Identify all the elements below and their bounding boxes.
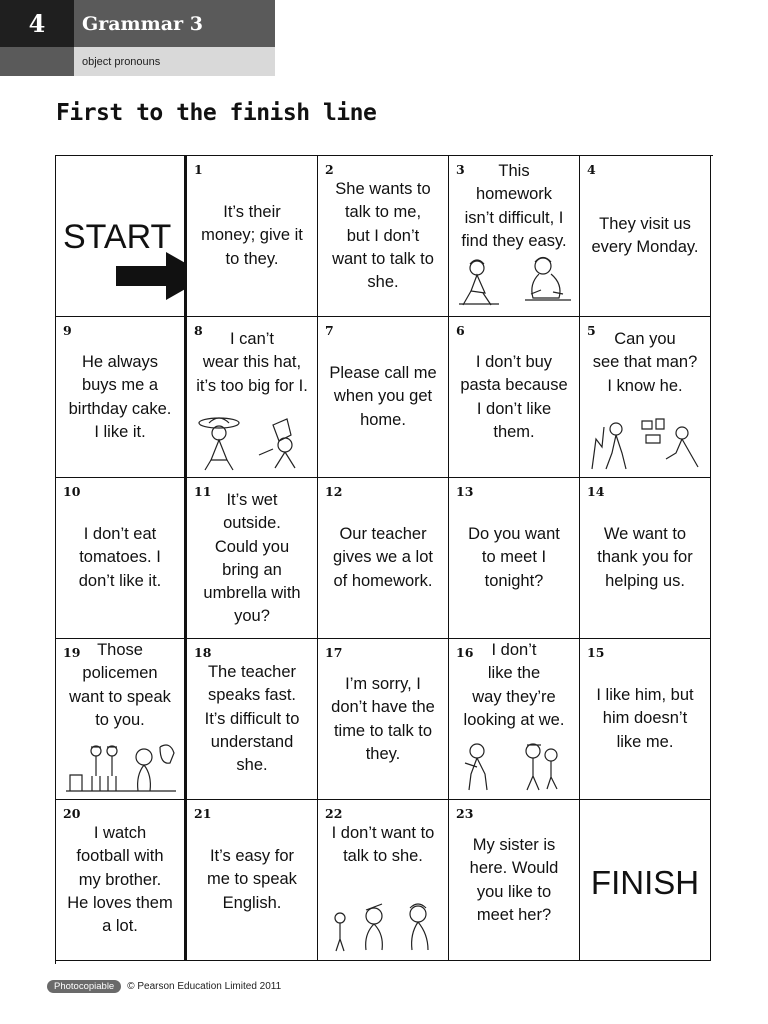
square-text: The teacher speaks fast. It’s difficult to understand she. bbox=[204, 663, 300, 775]
square-text: She wants to talk to me, but I don’t want to talk to she. bbox=[332, 180, 434, 292]
square-number: 6 bbox=[456, 323, 465, 338]
square-number: 23 bbox=[456, 806, 474, 821]
square-text: Please call me when you get home. bbox=[329, 364, 437, 429]
square-number: 15 bbox=[587, 645, 605, 660]
square-number: 8 bbox=[194, 323, 203, 338]
arrow-right-icon bbox=[116, 252, 187, 300]
game-board bbox=[55, 155, 713, 964]
square-number: 4 bbox=[587, 162, 596, 177]
square-text: My sister is here. Would you like to meet her? bbox=[469, 836, 559, 924]
square-text: I can’t wear this hat, it’s too big for I. bbox=[196, 330, 308, 395]
square-13 bbox=[449, 478, 580, 639]
square-17 bbox=[318, 639, 449, 800]
square-text: This homework isn’t difficult, I find they easy. bbox=[461, 162, 567, 250]
square-text: Do you want to meet I tonight? bbox=[468, 525, 560, 590]
square-14 bbox=[580, 478, 711, 639]
square-text: I like him, but him doesn’t like me. bbox=[596, 686, 694, 751]
square-5 bbox=[580, 317, 711, 478]
square-text: I don’t like the way they’re looking at we. bbox=[463, 641, 565, 729]
square-number: 11 bbox=[194, 484, 212, 499]
square-text: We want to thank you for helping us. bbox=[597, 525, 693, 590]
section-subtitle: object pronouns bbox=[74, 47, 275, 76]
square-10 bbox=[56, 478, 187, 639]
square-6 bbox=[449, 317, 580, 478]
square-text: He always buys me a birthday cake. I like it. bbox=[68, 353, 172, 441]
square-number: 10 bbox=[63, 484, 81, 499]
start-label: START bbox=[63, 218, 172, 256]
people-illustration-icon bbox=[324, 898, 444, 954]
hat-illustration-icon bbox=[193, 415, 313, 471]
people-illustration-icon bbox=[455, 737, 575, 793]
square-text: Those policemen want to speak to you. bbox=[69, 641, 171, 729]
square-text: I watch football with my brother. He loves them a lot. bbox=[67, 824, 173, 936]
square-text: I don’t eat tomatoes. I don’t like it. bbox=[78, 525, 162, 590]
square-text: I don’t buy pasta because I don’t like them. bbox=[460, 353, 568, 441]
copyright-text: © Pearson Education Limited 2011 bbox=[127, 981, 282, 992]
square-16 bbox=[449, 639, 580, 800]
square-20 bbox=[56, 800, 187, 961]
square-text: It’s easy for me to speak English. bbox=[207, 847, 297, 912]
square-22 bbox=[318, 800, 449, 961]
square-text: It’s wet outside. Could you bring an umbrella with you? bbox=[203, 491, 301, 626]
section-title: Grammar 3 bbox=[74, 0, 275, 47]
square-text: Our teacher gives we a lot of homework. bbox=[333, 525, 433, 590]
square-number: 22 bbox=[325, 806, 343, 821]
square-8 bbox=[187, 317, 318, 478]
square-number: 19 bbox=[63, 645, 81, 660]
square-number: 17 bbox=[325, 645, 343, 660]
square-19 bbox=[56, 639, 187, 800]
square-text: It’s their money; give it to they. bbox=[201, 203, 303, 268]
square-number: 9 bbox=[63, 323, 72, 338]
square-number: 13 bbox=[456, 484, 474, 499]
square-number: 16 bbox=[456, 645, 474, 660]
square-number: 14 bbox=[587, 484, 605, 499]
square-18 bbox=[187, 639, 318, 800]
square-11 bbox=[187, 478, 318, 639]
header-accent-block bbox=[0, 47, 74, 76]
square-21 bbox=[187, 800, 318, 961]
square-text: Can you see that man? I know he. bbox=[592, 330, 698, 395]
square-number: 21 bbox=[194, 806, 212, 821]
square-15 bbox=[580, 639, 711, 800]
square-3 bbox=[449, 156, 580, 317]
square-text: I don’t want to talk to she. bbox=[331, 824, 435, 866]
square-number: 2 bbox=[325, 162, 334, 177]
start-square bbox=[56, 156, 187, 317]
square-2 bbox=[318, 156, 449, 317]
square-4 bbox=[580, 156, 711, 317]
people-illustration-icon bbox=[586, 415, 706, 471]
square-text: I’m sorry, I don’t have the time to talk to they. bbox=[331, 675, 435, 763]
page-title: First to the finish line bbox=[56, 100, 377, 126]
square-number: 5 bbox=[587, 323, 596, 338]
square-number: 3 bbox=[456, 162, 465, 177]
policemen-illustration-icon bbox=[62, 737, 182, 793]
square-text: They visit us every Monday. bbox=[591, 215, 699, 257]
finish-label: FINISH bbox=[590, 864, 700, 901]
photocopiable-badge: Photocopiable bbox=[47, 980, 121, 993]
square-number: 18 bbox=[194, 645, 212, 660]
square-number: 7 bbox=[325, 323, 334, 338]
square-number: 1 bbox=[194, 162, 203, 177]
square-12 bbox=[318, 478, 449, 639]
footer bbox=[47, 980, 281, 993]
people-illustration-icon bbox=[455, 254, 575, 310]
finish-square bbox=[580, 800, 711, 961]
square-7 bbox=[318, 317, 449, 478]
square-number: 12 bbox=[325, 484, 343, 499]
square-9 bbox=[56, 317, 187, 478]
square-number: 20 bbox=[63, 806, 81, 821]
unit-number: 4 bbox=[0, 0, 74, 47]
square-1 bbox=[187, 156, 318, 317]
square-23 bbox=[449, 800, 580, 961]
